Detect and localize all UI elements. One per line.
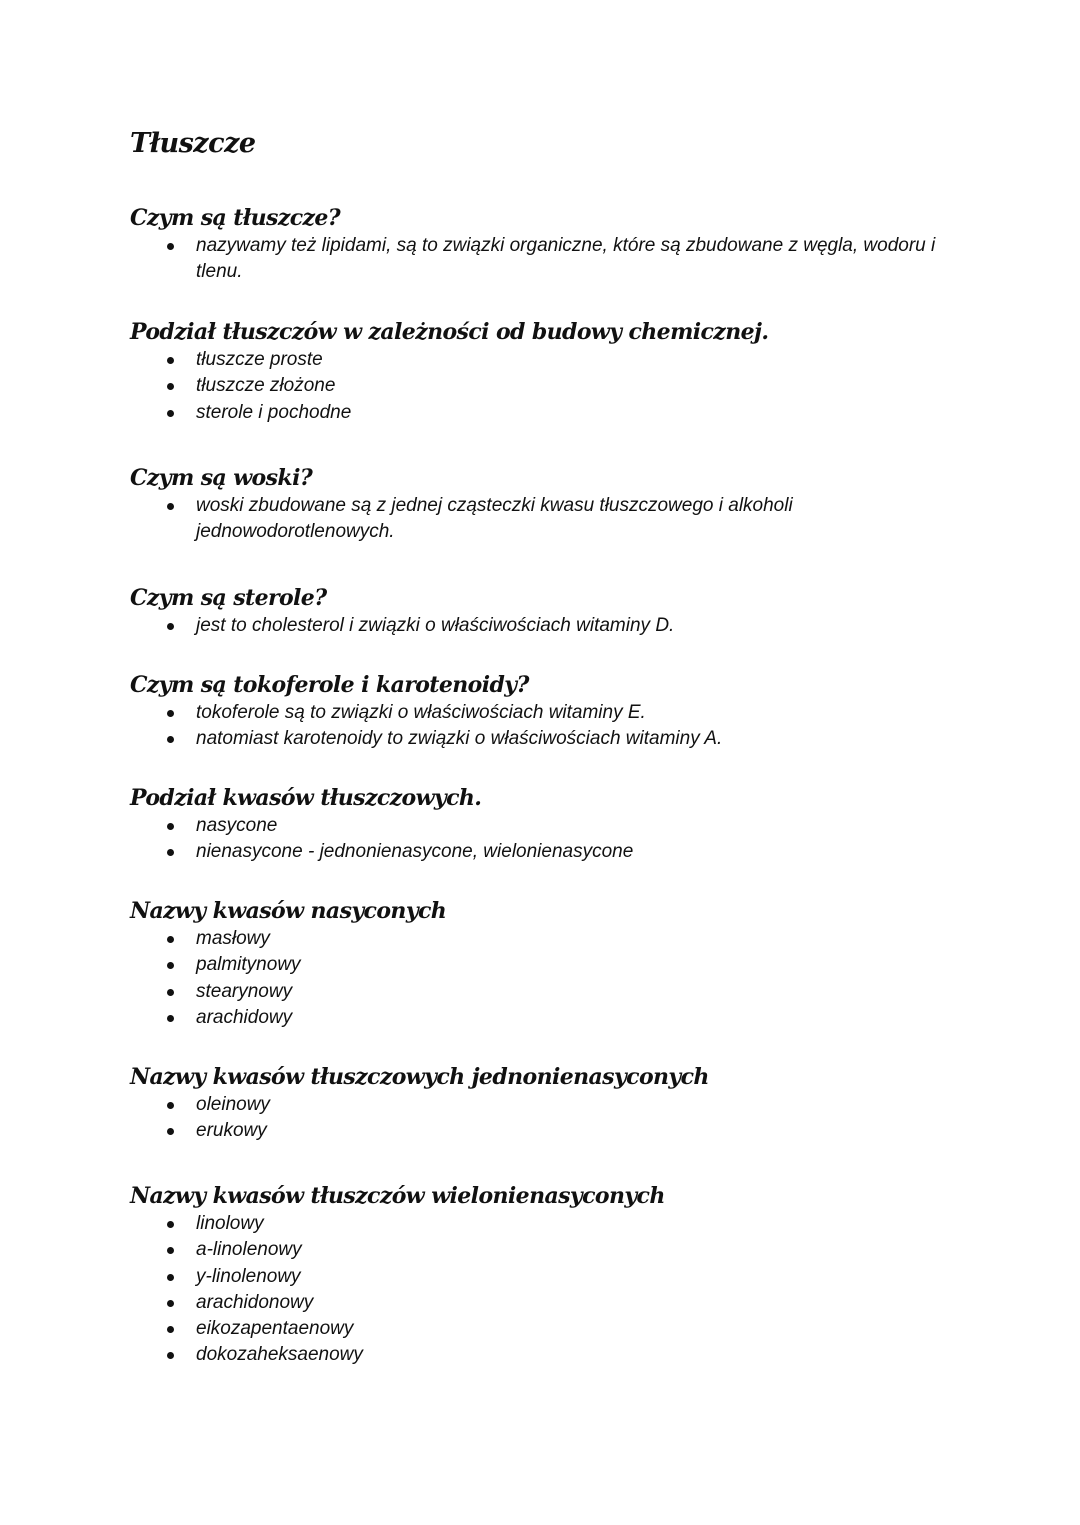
bullet-list <box>130 813 1030 866</box>
section-tokoferole-karotenoidy <box>130 670 1030 753</box>
list-item: nienasycone - jednonienasycone, wielonienasycone <box>130 839 1030 865</box>
list-item: oleinowy <box>130 1092 1030 1118</box>
bullet-list <box>130 1092 1030 1145</box>
section-heading: Podział kwasów tłuszczowych. <box>130 785 482 811</box>
list-item: arachidowy <box>130 1005 1030 1031</box>
list-item: woski zbudowane są z jednej cząsteczki kwasu tłuszczowego i alkoholi jednowodorotlenowych. <box>130 493 1030 546</box>
section-czym-sa-tluszcze <box>130 203 1030 286</box>
bullet-icon <box>167 1274 174 1281</box>
section-kwasy-nasycone <box>130 896 1030 1031</box>
list-item: sterole i pochodne <box>130 400 1030 426</box>
bullet-list <box>130 700 1030 753</box>
section-kwasy-jednonienasycone <box>130 1062 1030 1145</box>
bullet-list <box>130 347 1030 426</box>
section-podzial-tluszczow <box>130 317 1030 426</box>
list-item: a-linolenowy <box>130 1237 1030 1263</box>
bullet-icon <box>167 410 174 417</box>
list-item: eikozapentaenowy <box>130 1316 1030 1342</box>
bullet-icon <box>167 1247 174 1254</box>
bullet-icon <box>167 1352 174 1359</box>
bullet-icon <box>167 823 174 830</box>
list-item: tłuszcze złożone <box>130 373 1030 399</box>
bullet-list <box>130 493 1030 546</box>
section-czym-sa-woski <box>130 463 1030 546</box>
bullet-icon <box>167 1300 174 1307</box>
bullet-icon <box>167 357 174 364</box>
list-item: stearynowy <box>130 979 1030 1005</box>
section-kwasy-wielonienasycone <box>130 1181 1030 1369</box>
section-heading: Nazwy kwasów nasyconych <box>130 898 447 924</box>
section-heading: Nazwy kwasów tłuszczowych jednonienasyconych <box>130 1064 709 1090</box>
bullet-icon <box>167 736 174 743</box>
list-item: natomiast karotenoidy to związki o właściwościach witaminy A. <box>130 726 1030 752</box>
section-heading: Podział tłuszczów w zależności od budowy chemicznej. <box>130 319 769 345</box>
section-heading: Czym są woski? <box>130 465 313 491</box>
bullet-list <box>130 926 1030 1031</box>
bullet-icon <box>167 989 174 996</box>
bullet-icon <box>167 383 174 390</box>
list-item: palmitynowy <box>130 952 1030 978</box>
bullet-icon <box>167 503 174 510</box>
section-heading: Czym są tokoferole i karotenoidy? <box>130 672 529 698</box>
list-item: tokoferole są to związki o właściwościach witaminy E. <box>130 700 1030 726</box>
bullet-icon <box>167 936 174 943</box>
section-heading: Czym są sterole? <box>130 585 327 611</box>
bullet-icon <box>167 243 174 250</box>
bullet-icon <box>167 962 174 969</box>
bullet-icon <box>167 849 174 856</box>
section-heading: Czym są tłuszcze? <box>130 205 341 231</box>
list-item: arachidonowy <box>130 1290 1030 1316</box>
document-title: Tłuszcze <box>130 128 256 159</box>
bullet-icon <box>167 1015 174 1022</box>
section-podzial-kwasow <box>130 783 1030 866</box>
list-item: tłuszcze proste <box>130 347 1030 373</box>
bullet-icon <box>167 1326 174 1333</box>
list-item: jest to cholesterol i związki o właściwościach witaminy D. <box>130 613 1030 639</box>
section-heading: Nazwy kwasów tłuszczów wielonienasyconych <box>130 1183 665 1209</box>
bullet-icon <box>167 1102 174 1109</box>
list-item: dokozaheksaenowy <box>130 1342 1030 1368</box>
list-item: erukowy <box>130 1118 1030 1144</box>
list-item: nazywamy też lipidami, są to związki organiczne, które są zbudowane z węgla, wodoru i tlenu. <box>130 233 1030 286</box>
bullet-list <box>130 233 1030 286</box>
list-item: y-linolenowy <box>130 1264 1030 1290</box>
list-item: masłowy <box>130 926 1030 952</box>
section-czym-sa-sterole <box>130 583 1030 639</box>
bullet-icon <box>167 1128 174 1135</box>
bullet-list <box>130 613 1030 639</box>
bullet-icon <box>167 1221 174 1228</box>
list-item: linolowy <box>130 1211 1030 1237</box>
bullet-list <box>130 1211 1030 1369</box>
bullet-icon <box>167 623 174 630</box>
bullet-icon <box>167 710 174 717</box>
list-item: nasycone <box>130 813 1030 839</box>
